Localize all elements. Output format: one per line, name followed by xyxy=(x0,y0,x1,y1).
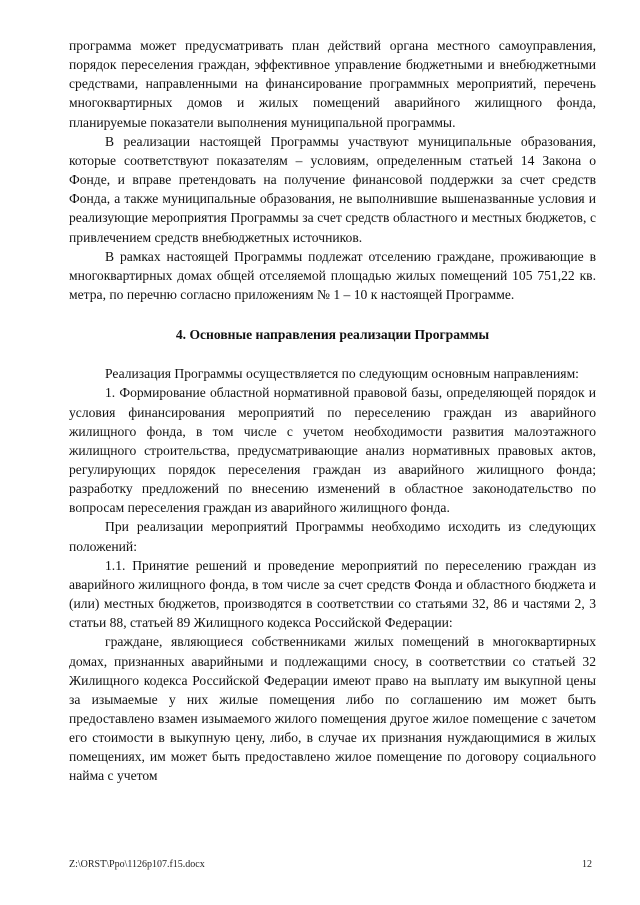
paragraph-resettlement-area: В рамках настоящей Программы подлежат отселению граждане, проживающие в многоквартирных домах общей отселяемой площадью жилых помещений 105 751,22 кв. метра, по перечню согласно приложениям № 1 – 10 к настоящей Программе. xyxy=(69,248,596,303)
document-page xyxy=(69,36,596,786)
paragraph-direction-1: 1. Формирование областной нормативной правовой базы, определяющей порядок и условия финансирования мероприятий по переселению граждан из аварийного жилищного фонда, в том числе с учетом необходимости развития малоэтажного жилищного строительства, предусматривающие анализ нормативных правовых актов, регулирующих порядок переселения граждан из аварийного жилищного фонда; разработку предложений по внесению изменений в областное законодательство по вопросам переселения граждан из аварийного жилищного фонда. xyxy=(69,385,596,516)
paragraph-provisions-intro: При реализации мероприятий Программы необходимо исходить из следующих положений: xyxy=(69,519,596,554)
paragraph-provision-1-1: 1.1. Принятие решений и проведение мероприятий по переселению граждан из аварийного жилищного фонда, в том числе за счет средств Фонда и областного бюджета и (или) местных бюджетов, производятся в соответствии со статьями 32, 86 и частями 2, 3 статьи 88, статьей 89 Жилищного кодекса Российской Федерации: xyxy=(69,557,596,631)
paragraph-directions-intro: Реализация Программы осуществляется по следующим основным направлениям: xyxy=(105,366,579,382)
paragraph-program-plan: программа может предусматривать план действий органа местного самоуправления, порядок переселения граждан, эффективное управление бюджетными и внебюджетными средствами, направленными на финансирование программных мероприятий, перечень многоквартирных домов и жилых помещений аварийного жилищного фонда, планируемые показатели выполнения муниципальной программы. xyxy=(69,38,596,130)
footer-file-path: Z:\ORST\Ppo\1126p107.f15.docx xyxy=(69,859,205,870)
section-heading: 4. Основные направления реализации Программы xyxy=(175,327,490,343)
paragraph-participants: В реализации настоящей Программы участвуют муниципальные образования, которые соответствуют показателям – условиям, определенным статьей 14 Закона о Фонде, и вправе претендовать на получение финансовой поддержки за счет средств Фонда, а также муниципальные образования, не выполнившие вышеназванные условия и реализующие мероприятия Программы за счет средств областного и местных бюджетов, с привлечением средств внебюджетных источников. xyxy=(69,133,596,245)
paragraph-owners-rights: граждане, являющиеся собственниками жилых помещений в многоквартирных домах, признанных аварийными и подлежащими сносу, в соответствии со статьей 32 Жилищного кодекса Российской Федерации имеют право на выплату им выкупной цены за изымаемые у них жилые помещения либо по соглашению им может быть предоставлено взамен изымаемого жилого помещения другое жилое помещение с зачетом его стоимости в выкупную цену, либо, в случае их признания нуждающимися в жилых помещениях, им может быть предоставлено жилое помещение по договору социального найма с учетом xyxy=(69,634,596,784)
footer-page-number: 12 xyxy=(582,859,592,870)
